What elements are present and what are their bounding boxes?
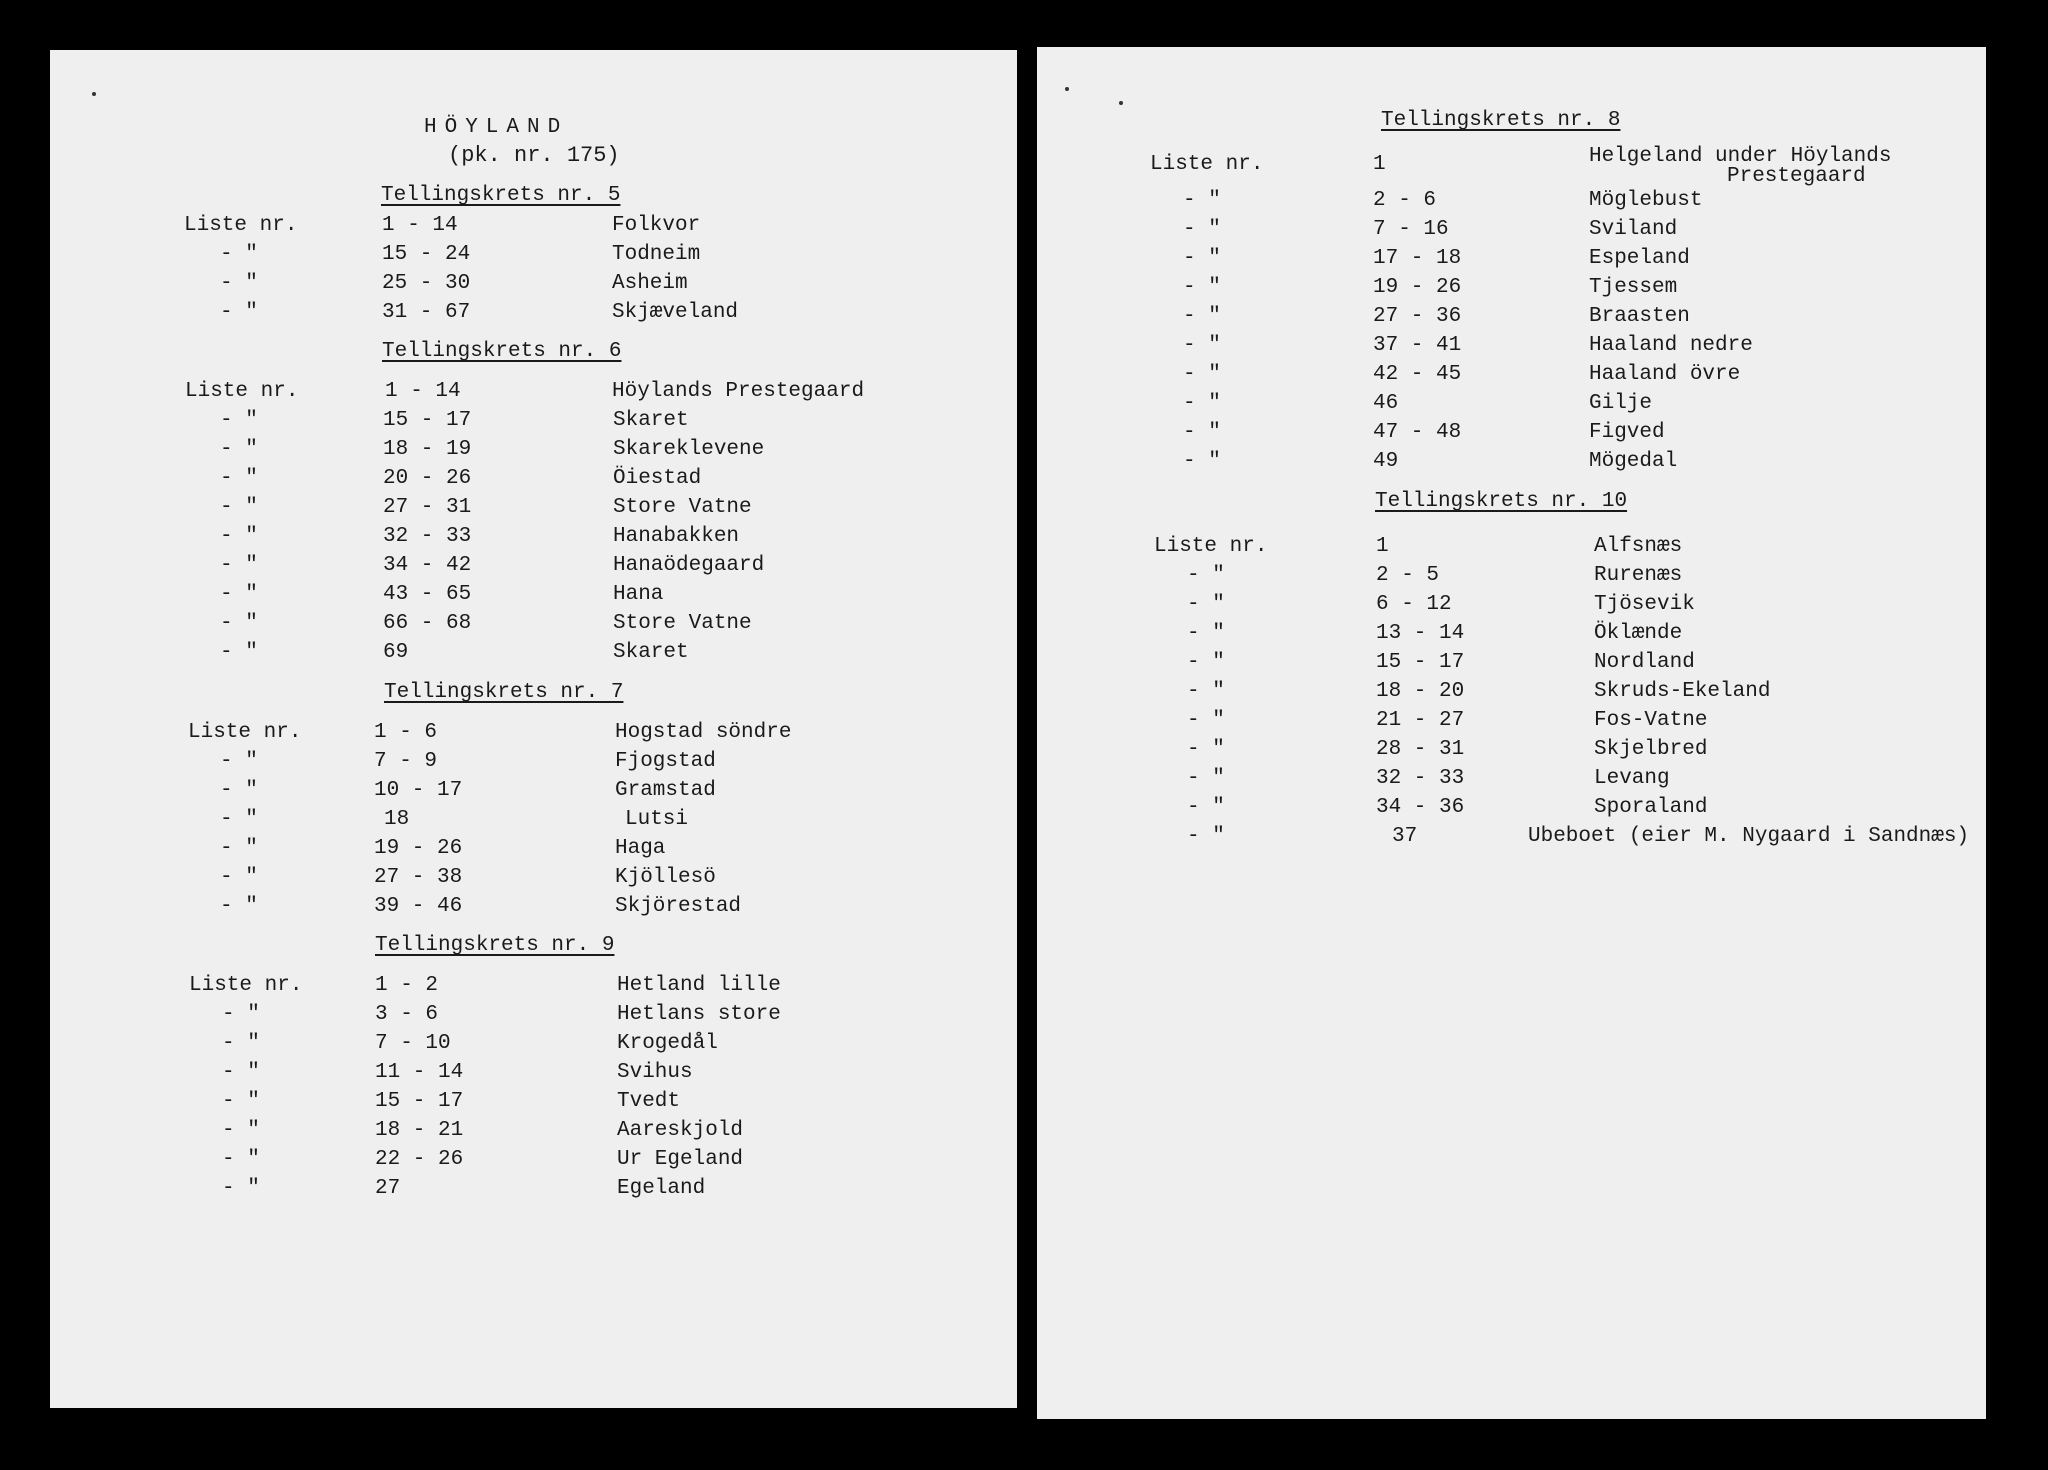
row-range: 13 - 14 xyxy=(1376,622,1465,645)
row-label: - " xyxy=(1183,392,1221,415)
row-label: - " xyxy=(1187,622,1225,645)
row-range: 27 - 31 xyxy=(383,496,472,519)
list-row xyxy=(50,721,1017,749)
row-label: - " xyxy=(220,301,258,324)
list-row xyxy=(1037,334,1986,362)
row-range: 31 - 67 xyxy=(382,301,471,324)
row-place: Braasten xyxy=(1589,305,1690,328)
list-row xyxy=(50,895,1017,923)
row-label: - " xyxy=(222,1177,260,1200)
row-range: 19 - 26 xyxy=(374,837,463,860)
row-range: 15 - 17 xyxy=(375,1090,464,1113)
row-label: - " xyxy=(222,1119,260,1142)
row-label: - " xyxy=(1183,421,1221,444)
list-row xyxy=(50,1148,1017,1176)
list-row xyxy=(50,380,1017,408)
row-place: Höylands Prestegaard xyxy=(612,380,865,403)
ink-speck xyxy=(92,92,96,96)
row-range: 37 xyxy=(1392,825,1418,848)
list-row xyxy=(1037,392,1986,420)
row-label: Liste nr. xyxy=(184,214,298,237)
row-place: Helgeland under Höylands xyxy=(1589,145,1892,168)
list-row xyxy=(1037,564,1986,592)
row-place: Haaland nedre xyxy=(1589,334,1753,357)
row-place: Skaret xyxy=(613,641,689,664)
row-place: Nordland xyxy=(1594,651,1695,674)
right-page xyxy=(1037,47,1986,1419)
list-row xyxy=(50,837,1017,865)
section-heading: Tellingskrets nr. 7 xyxy=(384,681,624,704)
row-range: 39 - 46 xyxy=(374,895,463,918)
list-row xyxy=(50,779,1017,807)
row-place-continued: Prestegaard xyxy=(1727,165,1866,188)
section-heading: Tellingskrets nr. 9 xyxy=(375,934,615,957)
row-label: - " xyxy=(220,895,258,918)
row-place: Store Vatne xyxy=(613,612,752,635)
row-label: - " xyxy=(220,583,258,606)
list-row xyxy=(50,554,1017,582)
list-row xyxy=(50,496,1017,524)
row-place: Tjösevik xyxy=(1594,593,1695,616)
row-place: Skareklevene xyxy=(613,438,765,461)
row-label: - " xyxy=(220,467,258,490)
list-row xyxy=(1037,363,1986,391)
row-label: - " xyxy=(1187,651,1225,674)
row-range: 66 - 68 xyxy=(383,612,472,635)
document-subtitle: (pk. nr. 175) xyxy=(448,143,620,168)
row-label: Liste nr. xyxy=(1154,535,1268,558)
row-label: - " xyxy=(1187,680,1225,703)
row-label: - " xyxy=(220,641,258,664)
section-heading: Tellingskrets nr. 6 xyxy=(382,340,622,363)
row-place: Sporaland xyxy=(1594,796,1708,819)
row-label: - " xyxy=(1187,825,1225,848)
row-label: - " xyxy=(1183,334,1221,357)
row-label: - " xyxy=(1183,276,1221,299)
list-row xyxy=(50,272,1017,300)
row-place: Mögedal xyxy=(1589,450,1678,473)
row-range: 6 - 12 xyxy=(1376,593,1452,616)
list-row xyxy=(1037,145,1986,188)
list-row xyxy=(50,808,1017,836)
row-label: - " xyxy=(220,409,258,432)
row-place: Aareskjold xyxy=(617,1119,744,1142)
row-place: Gramstad xyxy=(615,779,716,802)
row-range: 69 xyxy=(383,641,409,664)
row-label: - " xyxy=(1183,218,1221,241)
row-place: Lutsi xyxy=(625,808,689,831)
list-row xyxy=(1037,825,1986,853)
row-range: 18 - 21 xyxy=(375,1119,464,1142)
section-heading: Tellingskrets nr. 5 xyxy=(381,184,621,207)
row-label: Liste nr. xyxy=(1150,153,1264,176)
row-place: Öklænde xyxy=(1594,622,1683,645)
row-range: 37 - 41 xyxy=(1373,334,1462,357)
row-place: Tvedt xyxy=(617,1090,681,1113)
row-range: 47 - 48 xyxy=(1373,421,1462,444)
row-range: 28 - 31 xyxy=(1376,738,1465,761)
list-row xyxy=(50,243,1017,271)
row-place: Haaland övre xyxy=(1589,363,1741,386)
row-place: Skjörestad xyxy=(615,895,742,918)
row-place: Kjöllesö xyxy=(615,866,716,889)
row-range: 1 xyxy=(1373,153,1386,176)
row-range: 18 - 20 xyxy=(1376,680,1465,703)
row-range: 34 - 36 xyxy=(1376,796,1465,819)
list-row xyxy=(1037,738,1986,766)
row-label: - " xyxy=(1187,593,1225,616)
row-label: - " xyxy=(220,272,258,295)
row-place: Hana xyxy=(613,583,664,606)
row-range: 22 - 26 xyxy=(375,1148,464,1171)
row-range: 7 - 9 xyxy=(374,750,438,773)
list-row xyxy=(50,1061,1017,1089)
list-row xyxy=(50,641,1017,669)
list-row xyxy=(50,974,1017,1002)
list-row xyxy=(50,1177,1017,1205)
row-place: Store Vatne xyxy=(613,496,752,519)
left-page xyxy=(50,50,1017,1408)
row-label: - " xyxy=(220,750,258,773)
row-label: - " xyxy=(220,554,258,577)
row-label: - " xyxy=(220,866,258,889)
list-row xyxy=(1037,535,1986,563)
row-range: 18 - 19 xyxy=(383,438,472,461)
row-place: Haga xyxy=(615,837,666,860)
list-row xyxy=(1037,276,1986,304)
row-range: 17 - 18 xyxy=(1373,247,1462,270)
row-label: - " xyxy=(1183,363,1221,386)
list-row xyxy=(1037,218,1986,246)
row-place: Svihus xyxy=(617,1061,693,1084)
row-place: Gilje xyxy=(1589,392,1653,415)
row-label: - " xyxy=(1187,738,1225,761)
list-row xyxy=(50,1119,1017,1147)
row-place: Skaret xyxy=(613,409,689,432)
document-title: HÖYLAND xyxy=(424,116,569,139)
ink-speck xyxy=(1119,101,1123,105)
list-row xyxy=(50,438,1017,466)
row-label: Liste nr. xyxy=(188,721,302,744)
row-range: 10 - 17 xyxy=(374,779,463,802)
row-place: Fos-Vatne xyxy=(1594,709,1708,732)
row-label: - " xyxy=(220,808,258,831)
row-range: 15 - 24 xyxy=(382,243,471,266)
list-row xyxy=(1037,796,1986,824)
row-label: - " xyxy=(1187,709,1225,732)
list-row xyxy=(50,866,1017,894)
row-range: 25 - 30 xyxy=(382,272,471,295)
list-row xyxy=(50,525,1017,553)
row-label: - " xyxy=(222,1090,260,1113)
list-row xyxy=(50,1032,1017,1060)
row-label: - " xyxy=(222,1148,260,1171)
list-row xyxy=(1037,680,1986,708)
row-label: - " xyxy=(1183,247,1221,270)
row-label: - " xyxy=(222,1003,260,1026)
row-range: 21 - 27 xyxy=(1376,709,1465,732)
row-label: - " xyxy=(220,837,258,860)
row-place: Skjæveland xyxy=(612,301,739,324)
row-range: 1 - 6 xyxy=(374,721,438,744)
list-row xyxy=(50,1003,1017,1031)
row-place: Hogstad söndre xyxy=(615,721,792,744)
row-range: 32 - 33 xyxy=(1376,767,1465,790)
row-place: Hanabakken xyxy=(613,525,740,548)
list-row xyxy=(1037,767,1986,795)
row-range: 3 - 6 xyxy=(375,1003,439,1026)
list-row xyxy=(1037,305,1986,333)
row-place: Todneim xyxy=(612,243,701,266)
list-row xyxy=(50,612,1017,640)
row-label: - " xyxy=(220,612,258,635)
row-place: Egeland xyxy=(617,1177,706,1200)
section-heading: Tellingskrets nr. 8 xyxy=(1381,109,1621,132)
row-label: - " xyxy=(220,496,258,519)
row-range: 1 - 14 xyxy=(382,214,458,237)
row-range: 2 - 6 xyxy=(1373,189,1437,212)
row-range: 15 - 17 xyxy=(1376,651,1465,674)
row-place: Ur Egeland xyxy=(617,1148,744,1171)
row-range: 15 - 17 xyxy=(383,409,472,432)
row-range: 1 - 14 xyxy=(385,380,461,403)
list-row xyxy=(1037,593,1986,621)
list-row xyxy=(50,583,1017,611)
row-range: 2 - 5 xyxy=(1376,564,1440,587)
row-label: - " xyxy=(220,243,258,266)
row-place: Asheim xyxy=(612,272,688,295)
row-place: Fjogstad xyxy=(615,750,716,773)
row-place: Levang xyxy=(1594,767,1670,790)
row-label: - " xyxy=(1187,796,1225,819)
row-place: Skjelbred xyxy=(1594,738,1708,761)
row-range: 27 - 38 xyxy=(374,866,463,889)
row-place: Öiestad xyxy=(613,467,702,490)
row-place: Ubeboet (eier M. Nygaard i Sandnæs) xyxy=(1528,825,1970,848)
row-label: - " xyxy=(1183,450,1221,473)
row-range: 1 xyxy=(1376,535,1389,558)
row-range: 1 - 2 xyxy=(375,974,439,997)
section-heading: Tellingskrets nr. 10 xyxy=(1375,490,1628,513)
row-label: - " xyxy=(1183,305,1221,328)
list-row xyxy=(1037,651,1986,679)
list-row xyxy=(1037,189,1986,217)
row-label: Liste nr. xyxy=(185,380,299,403)
row-label: - " xyxy=(222,1061,260,1084)
list-row xyxy=(1037,247,1986,275)
row-range: 46 xyxy=(1373,392,1399,415)
row-place: Espeland xyxy=(1589,247,1690,270)
list-row xyxy=(1037,450,1986,478)
row-place: Tjessem xyxy=(1589,276,1678,299)
row-place: Sviland xyxy=(1589,218,1678,241)
row-label: - " xyxy=(220,525,258,548)
row-range: 19 - 26 xyxy=(1373,276,1462,299)
row-label: - " xyxy=(1187,564,1225,587)
row-range: 18 xyxy=(384,808,410,831)
row-label: - " xyxy=(220,438,258,461)
row-label: - " xyxy=(222,1032,260,1055)
list-row xyxy=(50,1090,1017,1118)
list-row xyxy=(1037,709,1986,737)
list-row xyxy=(50,467,1017,495)
row-range: 27 xyxy=(375,1177,401,1200)
row-place: Alfsnæs xyxy=(1594,535,1683,558)
row-range: 20 - 26 xyxy=(383,467,472,490)
list-row xyxy=(1037,622,1986,650)
row-place: Krogedål xyxy=(617,1032,718,1055)
row-place: Möglebust xyxy=(1589,189,1703,212)
row-place: Skruds-Ekeland xyxy=(1594,680,1771,703)
row-place: Folkvor xyxy=(612,214,701,237)
row-range: 32 - 33 xyxy=(383,525,472,548)
row-range: 27 - 36 xyxy=(1373,305,1462,328)
row-place: Hetlans store xyxy=(617,1003,781,1026)
row-range: 7 - 10 xyxy=(375,1032,451,1055)
row-range: 11 - 14 xyxy=(375,1061,464,1084)
list-row xyxy=(50,214,1017,242)
row-place: Rurenæs xyxy=(1594,564,1683,587)
list-row xyxy=(1037,421,1986,449)
row-place: Figved xyxy=(1589,421,1665,444)
row-range: 34 - 42 xyxy=(383,554,472,577)
row-place: Hanaödegaard xyxy=(613,554,765,577)
row-range: 43 - 65 xyxy=(383,583,472,606)
row-place: Hetland lille xyxy=(617,974,781,997)
row-range: 49 xyxy=(1373,450,1399,473)
row-label: - " xyxy=(1187,767,1225,790)
row-label: - " xyxy=(220,779,258,802)
list-row xyxy=(50,750,1017,778)
row-range: 7 - 16 xyxy=(1373,218,1449,241)
row-label: - " xyxy=(1183,189,1221,212)
row-label: Liste nr. xyxy=(189,974,303,997)
list-row xyxy=(50,301,1017,329)
ink-speck xyxy=(1065,87,1069,91)
list-row xyxy=(50,409,1017,437)
row-range: 42 - 45 xyxy=(1373,363,1462,386)
